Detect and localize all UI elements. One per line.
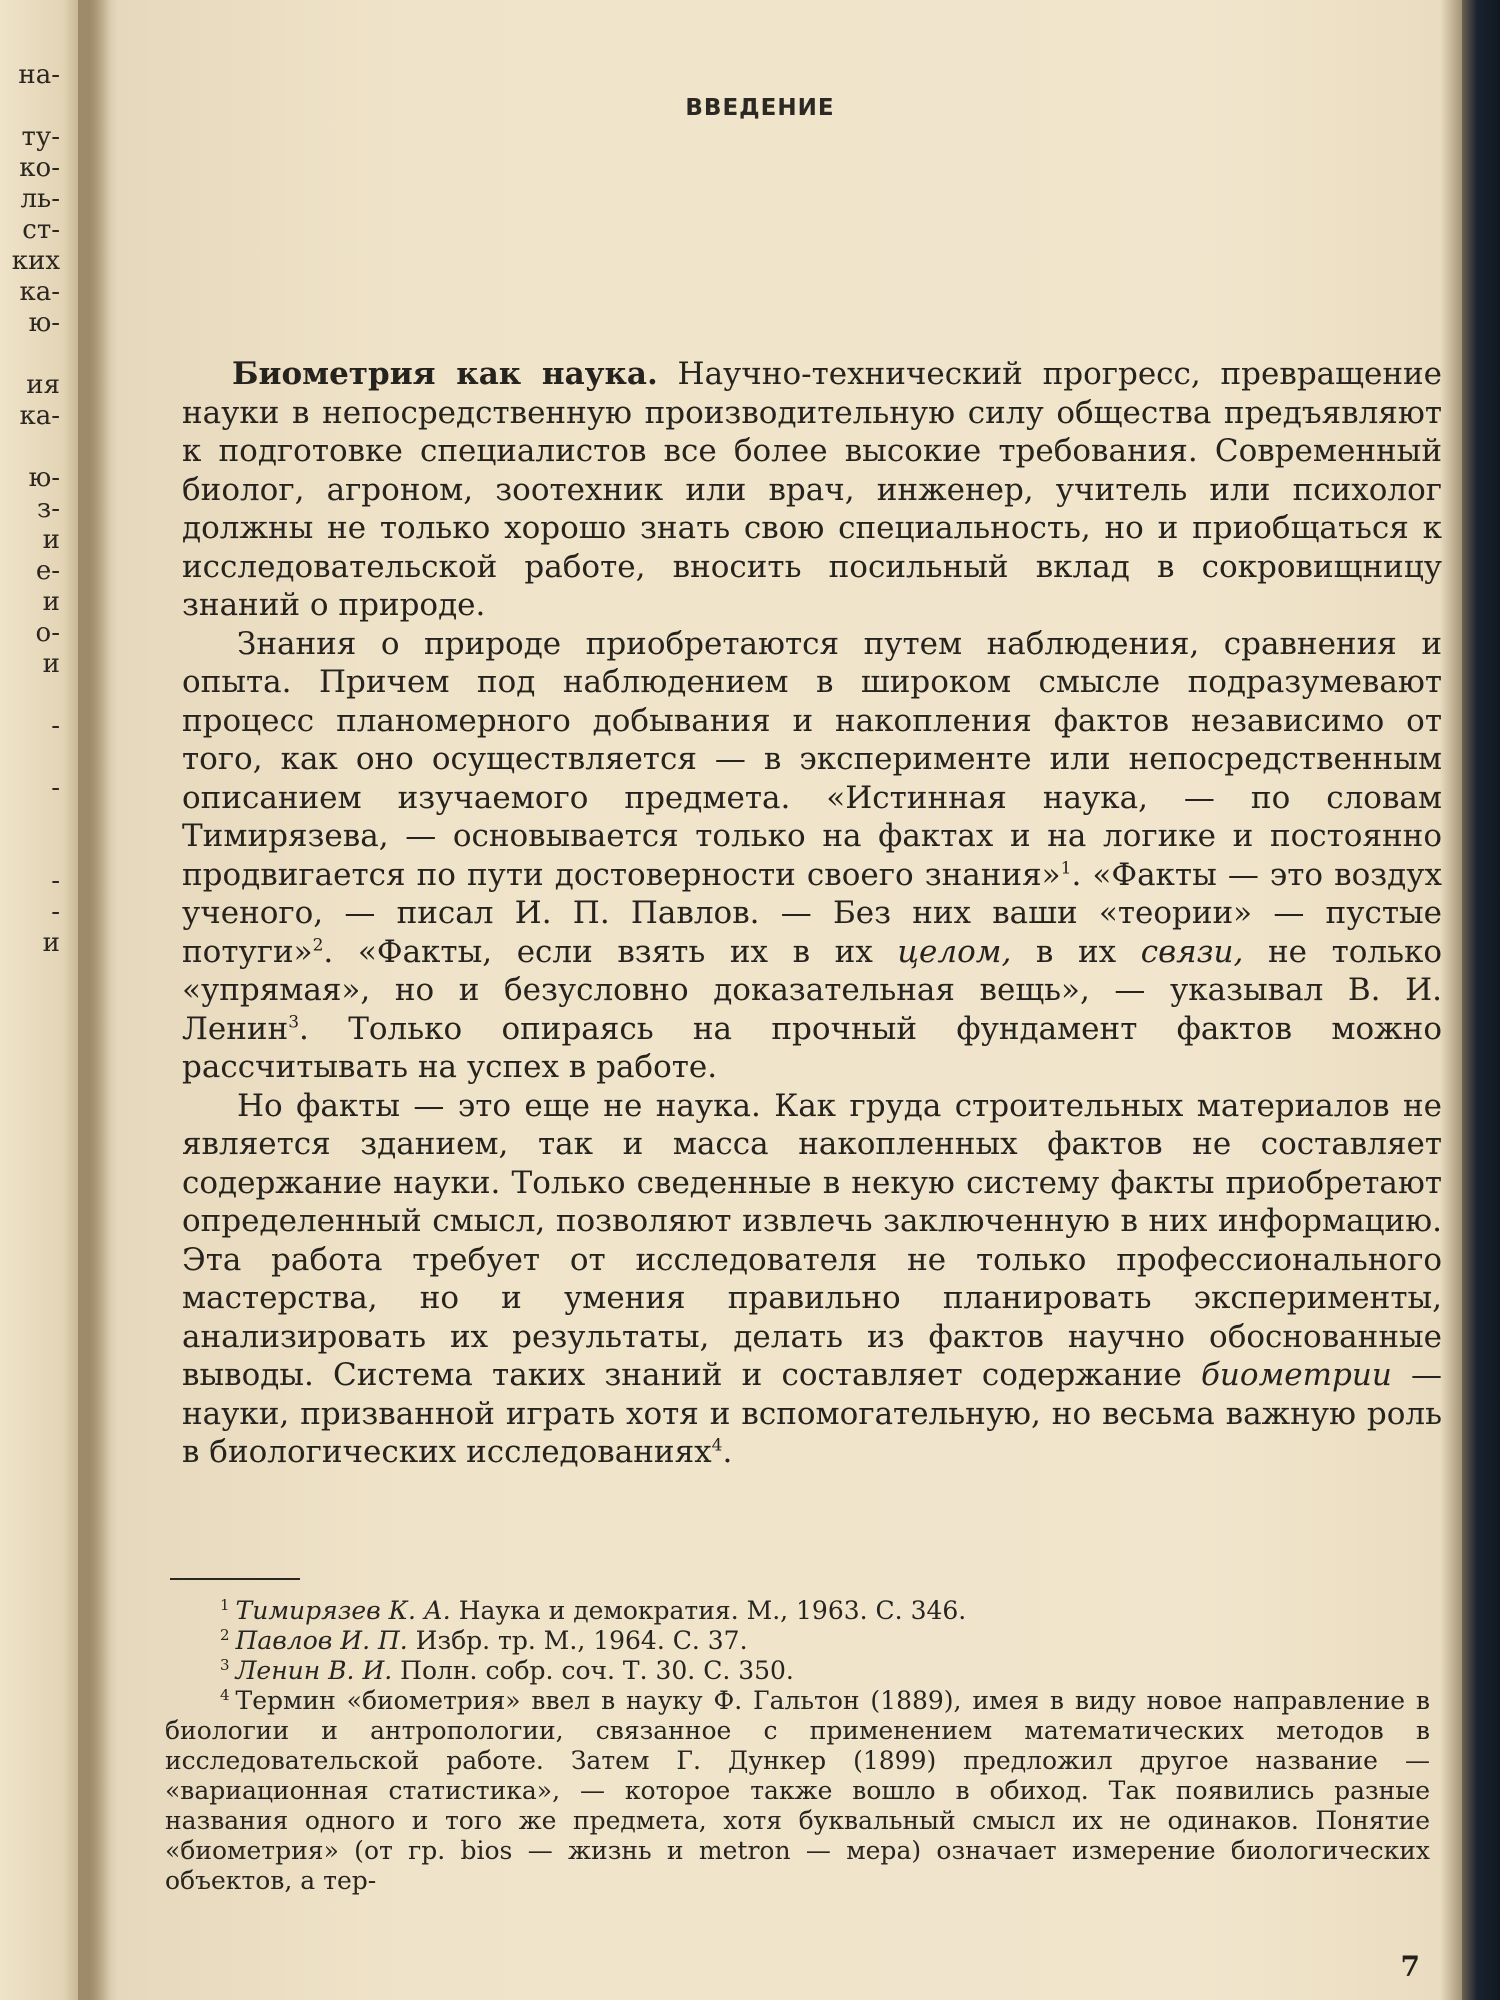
left-fragment: о- (35, 618, 60, 648)
footnotes (165, 1596, 1430, 1896)
left-fragment (0, 835, 60, 866)
footnote-text: Полн. собр. соч. Т. 30. С. 350. (392, 1656, 794, 1685)
left-fragment (0, 91, 60, 122)
footnote-rule (170, 1578, 300, 1580)
footnote-ref: 3 (288, 1012, 300, 1033)
left-fragment: ких (11, 246, 60, 276)
left-fragment: ст- (22, 215, 60, 245)
book-cover-edge (1462, 0, 1500, 2000)
emphasis: биометрии (1201, 1357, 1392, 1393)
footnote-text: Термин «биометрия» ввел в науку Ф. Гальтон (1889), имея в виду новое направление в биологии и антропологии, связанное с применением математических методов в исследовательской работе. Затем Г. Дункер (1899) предложил другое название — «вариационная статистика», — которое также вошло в обиход. Так появились разные названия одного и того же предмета, хотя буквальный смысл их не одинаков. Понятие «биометрия» (от гр. bios — жизнь и metron — мера) означает измерение биологических объектов, а тер- (165, 1686, 1430, 1895)
right-page (110, 0, 1460, 2000)
left-fragment: и (42, 649, 60, 679)
footnote-ref: 1 (1060, 858, 1072, 879)
paragraph-2 (182, 625, 1442, 1087)
left-fragment (0, 339, 60, 370)
chapter-heading: ВВЕДЕНИЕ (685, 95, 835, 121)
left-fragment: ка- (19, 277, 60, 307)
footnote-author: Тимирязев К. А. (235, 1596, 451, 1625)
paragraph-text: Но факты — это еще не наука. Как груда строительных материалов не является зданием, так и масса накопленных фактов не составляет содержание науки. Только сведенные в некую систему факты приобретают определенный смысл, позволяют извлечь заключенную в них информацию. Эта работа требует от исследователя не только профессионального мастерства, но и умения правильно планировать эксперименты, анализировать их результаты, делать из фактов научно обоснованные выводы. Система таких знаний и составляет содержание (182, 1087, 1442, 1393)
footnote-ref: 4 (711, 1435, 723, 1456)
left-fragment: на- (18, 60, 60, 90)
left-fragment (0, 680, 60, 711)
left-fragment: ия (26, 370, 60, 400)
left-fragment (0, 432, 60, 463)
footnote-number: 1 (220, 1595, 230, 1614)
left-fragment: е- (35, 556, 60, 586)
footnote-4 (165, 1686, 1430, 1896)
left-fragment: ю- (28, 308, 60, 338)
footnote-author: Павлов И. П. (235, 1626, 408, 1655)
emphasis: целом, (897, 933, 1012, 970)
left-fragment: и (42, 525, 60, 555)
paragraph-text: не только «упрямая», но и безусловно доказательная вещь», — указывал В. И. Ленин (182, 933, 1443, 1047)
paragraph-text: — науки, призванной играть хотя и вспомогательную, но весьма важную роль в биологических исследованиях (182, 1357, 1442, 1470)
left-fragment (0, 804, 60, 835)
left-fragment: ю- (28, 463, 60, 493)
left-fragment: - (51, 711, 60, 741)
left-page-edge (0, 0, 90, 2000)
emphasis: связи, (1140, 933, 1244, 970)
paragraph-text: Знания о природе приобретаются путем наблюдения, сравнения и опыта. Причем под наблюдением в широком смысле подразумевают процесс планомерного добывания и накопления фактов независимо от того, как оно осуществляется — в эксперименте или непосредственным описанием изучаемого предмета. «Истинная наука, — по словам Тимирязева, — основывается только на фактах и на логике и постоянно продвигается по пути достоверности своего знания» (182, 625, 1442, 893)
footnote-1 (165, 1596, 1430, 1626)
left-page-fragments (0, 60, 60, 959)
left-fragment: ль- (20, 184, 60, 214)
footnote-author: Ленин В. И. (235, 1656, 393, 1685)
left-fragment: ка- (19, 401, 60, 431)
left-fragment: з- (37, 494, 60, 524)
footnote-3 (165, 1656, 1430, 1686)
paragraph-1 (182, 355, 1442, 625)
paragraph-text: . (722, 1434, 733, 1470)
footnote-text: Избр. тр. М., 1964. С. 37. (407, 1626, 748, 1655)
footnote-number: 4 (220, 1685, 230, 1704)
page-number: 7 (1400, 1950, 1420, 1983)
left-fragment: ту- (21, 122, 60, 152)
footnote-number: 2 (220, 1625, 230, 1644)
left-fragment: - (51, 897, 60, 927)
footnote-text: Наука и демократия. М., 1963. С. 346. (450, 1596, 967, 1625)
paragraph-text: . «Факты — это воздух ученого, — писал И. П. Павлов. — Без них ваши «теории» — пустые потуги» (182, 856, 1442, 970)
left-fragment (0, 742, 60, 773)
left-fragment: и (42, 587, 60, 617)
footnote-ref: 2 (312, 935, 324, 956)
left-fragment: и (42, 928, 60, 958)
left-fragment: - (51, 773, 60, 803)
paragraph-text: . Только опираясь на прочный фундамент фактов можно рассчитывать на успех в работе. (182, 1010, 1442, 1085)
paragraph-text: . «Факты, если взять их в их (323, 933, 898, 970)
paragraph-3 (182, 1087, 1442, 1472)
paragraph-text: в их (1011, 933, 1141, 970)
left-fragment: - (51, 866, 60, 896)
footnote-2 (165, 1626, 1430, 1656)
body-text (182, 355, 1442, 1472)
paragraph-text: Научно-технический прогресс, превращение науки в непосредственную производительную силу общества предъявляют к подготовке специалистов все более высокие требования. Современный биолог, агроном, зоотехник или врач, инженер, учитель или психолог должны не только хорошо знать свою специальность, но и приобщаться к исследовательской работе, вносить посильный вклад в сокровищницу знаний о природе. (182, 356, 1442, 623)
left-fragment: ко- (19, 153, 60, 183)
footnote-number: 3 (220, 1655, 230, 1674)
run-in-heading: Биометрия как наука. (232, 356, 658, 392)
